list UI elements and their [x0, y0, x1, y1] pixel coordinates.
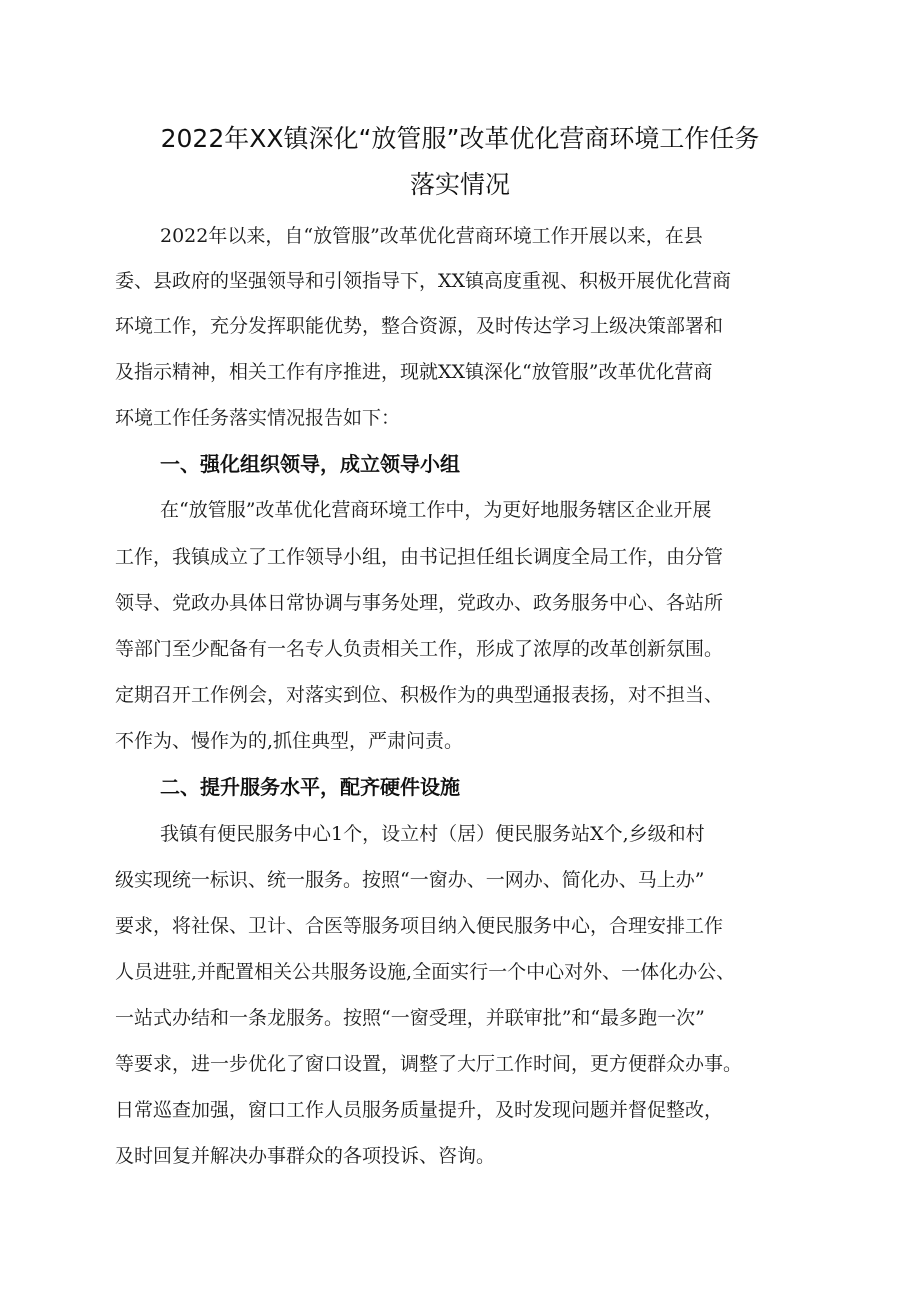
section-2-line-1: 我镇有便民服务中心1个，设立村（居）便民服务站X个,乡级和村 — [160, 823, 705, 845]
section-2-line-8: 及时回复并解决办事群众的各项投诉、咨询。 — [115, 1145, 496, 1167]
section-1-line-3: 领导、党政办具体日常协调与事务处理，党政办、政务服务中心、各站所 — [115, 592, 724, 614]
section-2-line-4: 人员进驻,并配置相关公共服务设施,全面实行一个中心对外、一体化办公、 — [115, 961, 736, 983]
document-title-line-2: 落实情况 — [409, 170, 510, 199]
section-1-heading: 一、强化组织领导，成立领导小组 — [160, 452, 460, 476]
intro-line-4: 及指示精神，相关工作有序推进，现就XX镇深化“放管服”改革优化营商 — [115, 361, 713, 383]
section-1-line-4: 等部门至少配备有一名专人负责相关工作，形成了浓厚的改革创新氛围。 — [115, 638, 724, 660]
section-1-line-6: 不作为、慢作为的,抓住典型，严肃问责。 — [115, 730, 464, 752]
intro-line-1: 2022年以来，自“放管服”改革优化营商环境工作开展以来，在县 — [160, 225, 703, 247]
section-2-heading: 二、提升服务水平，配齐硬件设施 — [160, 775, 460, 799]
intro-line-3: 环境工作，充分发挥职能优势，整合资源，及时传达学习上级决策部署和 — [115, 315, 724, 337]
section-1-line-5: 定期召开工作例会，对落实到位、积极作为的典型通报表扬，对不担当、 — [115, 684, 724, 706]
intro-line-5: 环境工作任务落实情况报告如下： — [115, 407, 401, 429]
section-1-line-2: 工作，我镇成立了工作领导小组，由书记担任组长调度全局工作，由分管 — [115, 546, 724, 568]
section-2-line-2: 级实现统一标识、统一服务。按照“一窗办、一网办、简化办、马上办” — [115, 869, 705, 891]
document-title-line-1: 2022年XX镇深化“放管服”改革优化营商环境工作任务 — [160, 124, 760, 153]
section-1-line-1: 在“放管服”改革优化营商环境工作中，为更好地服务辖区企业开展 — [160, 499, 712, 521]
section-2-line-3: 要求，将社保、卫计、合医等服务项目纳入便民服务中心，合理安排工作 — [115, 915, 724, 937]
intro-line-2: 委、县政府的坚强领导和引领指导下，XX镇高度重视、积极开展优化营商 — [115, 270, 732, 292]
section-2-line-6: 等要求，进一步优化了窗口设置，调整了大厅工作时间，更方便群众办事。 — [115, 1053, 743, 1075]
section-2-line-7: 日常巡查加强，窗口工作人员服务质量提升，及时发现问题并督促整改， — [115, 1099, 724, 1121]
section-2-line-5: 一站式办结和一条龙服务。按照“一窗受理，并联审批”和“最多跑一次” — [115, 1007, 705, 1029]
